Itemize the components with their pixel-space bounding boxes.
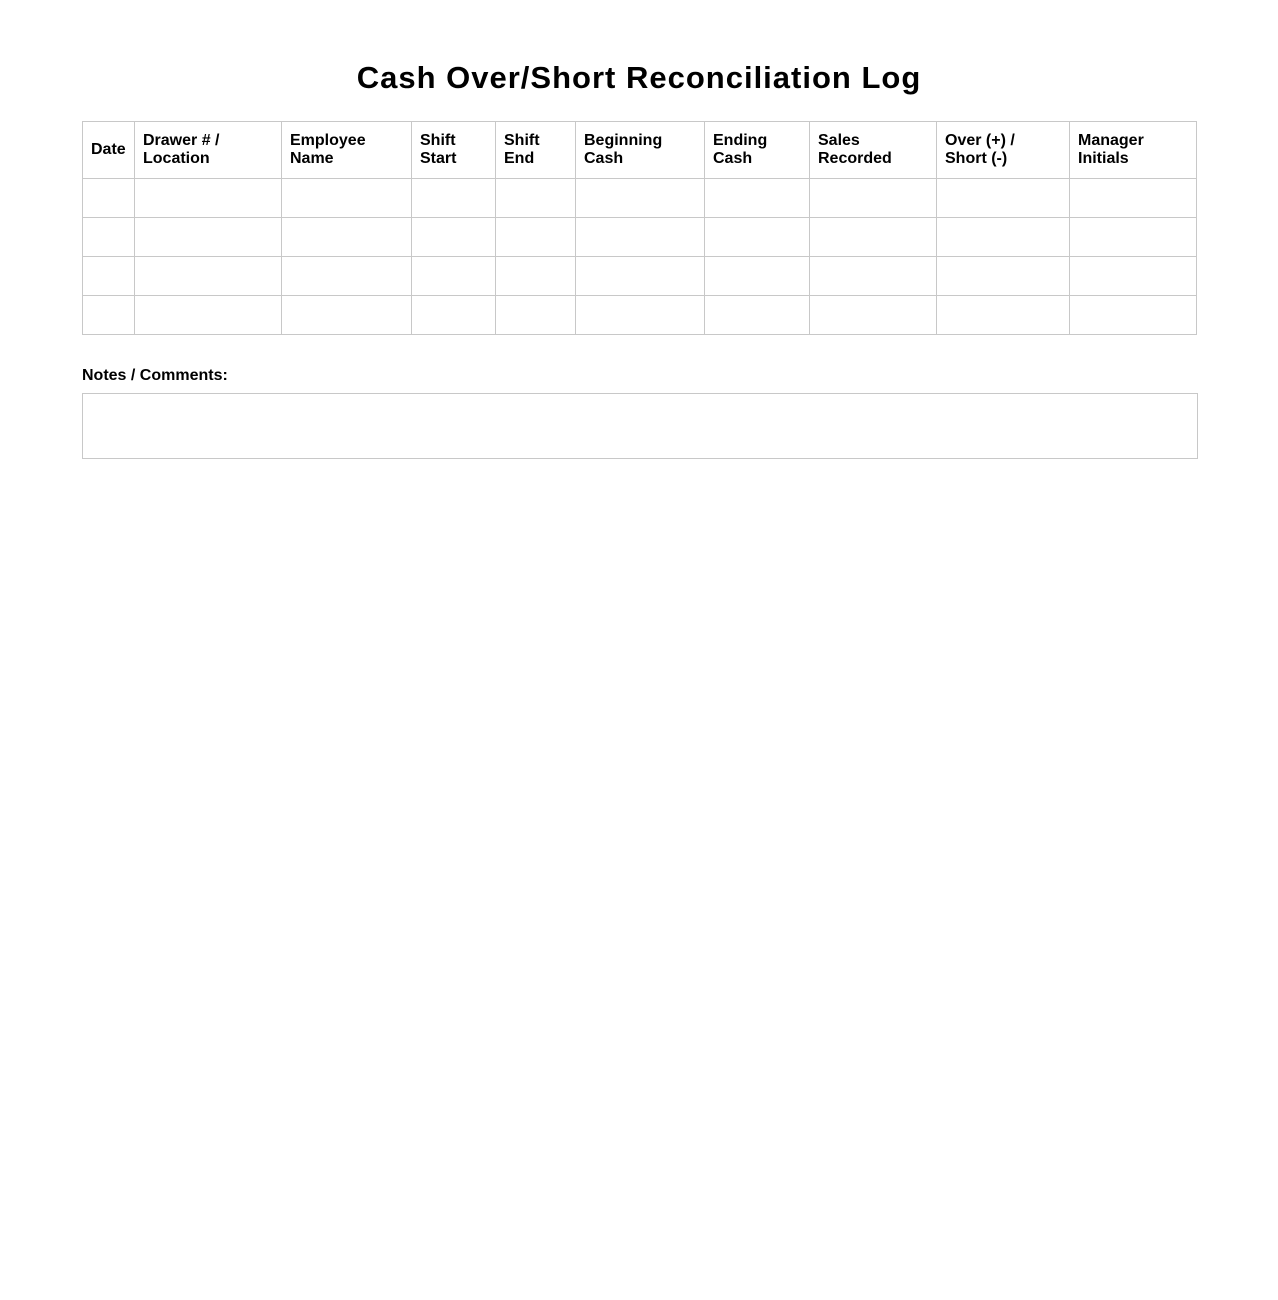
header-drawer-location: Drawer # / Location bbox=[135, 122, 282, 179]
table-cell[interactable] bbox=[135, 296, 282, 335]
table-cell[interactable] bbox=[576, 218, 705, 257]
table-cell[interactable] bbox=[705, 257, 810, 296]
table-row bbox=[83, 257, 1197, 296]
table-cell[interactable] bbox=[83, 257, 135, 296]
table-cell[interactable] bbox=[1070, 218, 1197, 257]
table-cell[interactable] bbox=[810, 296, 937, 335]
header-ending-cash: Ending Cash bbox=[705, 122, 810, 179]
table-cell[interactable] bbox=[83, 296, 135, 335]
table-cell[interactable] bbox=[496, 296, 576, 335]
table-cell[interactable] bbox=[705, 179, 810, 218]
header-employee-name: Employee Name bbox=[282, 122, 412, 179]
table-cell[interactable] bbox=[705, 218, 810, 257]
table-cell[interactable] bbox=[576, 296, 705, 335]
table-cell[interactable] bbox=[412, 218, 496, 257]
header-sales-recorded: Sales Recorded bbox=[810, 122, 937, 179]
header-beginning-cash: Beginning Cash bbox=[576, 122, 705, 179]
table-row bbox=[83, 179, 1197, 218]
table-row bbox=[83, 296, 1197, 335]
notes-label: Notes / Comments: bbox=[82, 367, 228, 384]
table-cell[interactable] bbox=[135, 257, 282, 296]
table-cell[interactable] bbox=[810, 218, 937, 257]
reconciliation-table bbox=[82, 121, 1197, 335]
notes-box[interactable] bbox=[82, 393, 1198, 459]
table-cell[interactable] bbox=[496, 257, 576, 296]
table-cell[interactable] bbox=[937, 218, 1070, 257]
table-cell[interactable] bbox=[282, 257, 412, 296]
table-cell[interactable] bbox=[576, 257, 705, 296]
table-cell[interactable] bbox=[412, 257, 496, 296]
table-cell[interactable] bbox=[496, 218, 576, 257]
table-cell[interactable] bbox=[282, 218, 412, 257]
header-manager-initials: Manager Initials bbox=[1070, 122, 1197, 179]
table-cell[interactable] bbox=[810, 257, 937, 296]
table-cell[interactable] bbox=[135, 218, 282, 257]
table-cell[interactable] bbox=[1070, 179, 1197, 218]
table-cell[interactable] bbox=[937, 296, 1070, 335]
table-header-row bbox=[83, 122, 1197, 179]
table-cell[interactable] bbox=[937, 257, 1070, 296]
table-cell[interactable] bbox=[496, 179, 576, 218]
table-cell[interactable] bbox=[1070, 296, 1197, 335]
table-cell[interactable] bbox=[83, 179, 135, 218]
table-cell[interactable] bbox=[412, 179, 496, 218]
table-cell[interactable] bbox=[412, 296, 496, 335]
table-cell[interactable] bbox=[83, 218, 135, 257]
header-shift-start: Shift Start bbox=[412, 122, 496, 179]
table-cell[interactable] bbox=[135, 179, 282, 218]
table-cell[interactable] bbox=[282, 179, 412, 218]
table-cell[interactable] bbox=[282, 296, 412, 335]
table-cell[interactable] bbox=[937, 179, 1070, 218]
table-row bbox=[83, 218, 1197, 257]
table-cell[interactable] bbox=[1070, 257, 1197, 296]
header-over-short: Over (+) / Short (-) bbox=[937, 122, 1070, 179]
page-title: Cash Over/Short Reconciliation Log bbox=[356, 60, 922, 95]
table-cell[interactable] bbox=[810, 179, 937, 218]
table-cell[interactable] bbox=[705, 296, 810, 335]
header-shift-end: Shift End bbox=[496, 122, 576, 179]
header-date: Date bbox=[83, 122, 135, 179]
table-cell[interactable] bbox=[576, 179, 705, 218]
